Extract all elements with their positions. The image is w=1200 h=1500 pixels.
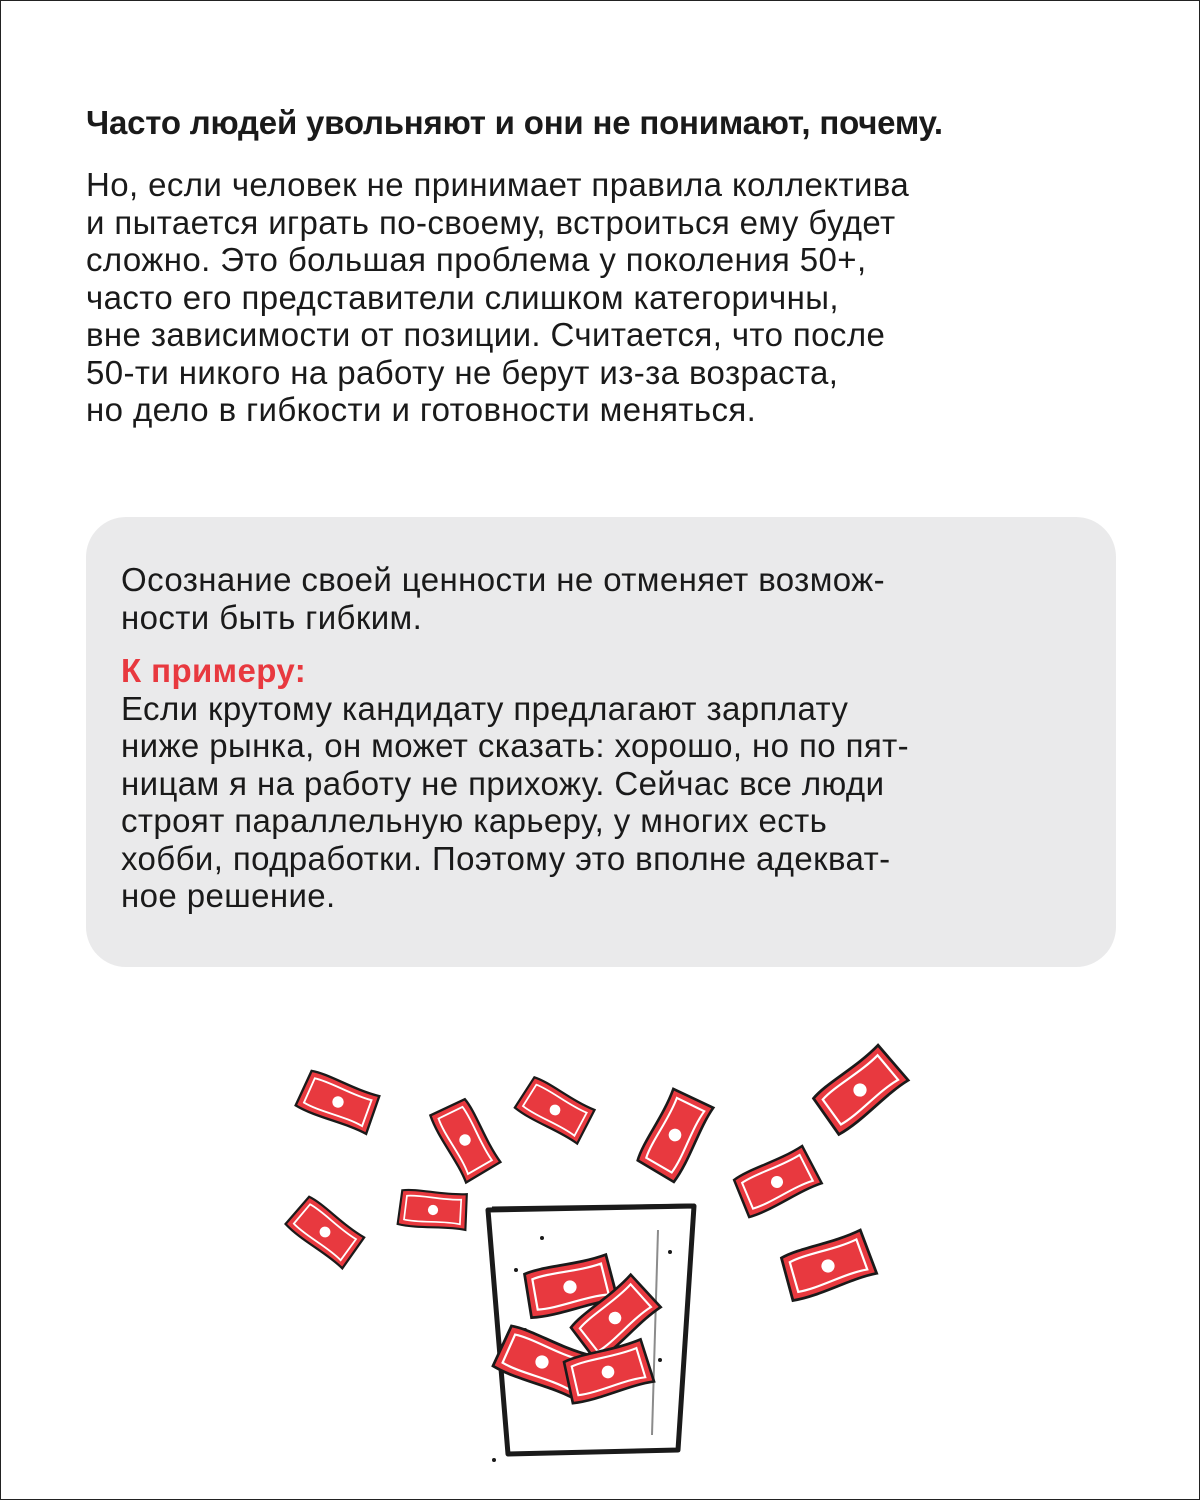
- card-lead-line: ности быть гибким.: [121, 598, 423, 636]
- banknotes-falling-into-glass-icon: [280, 1030, 920, 1480]
- intro-line: часто его представители слишком категоричны,: [86, 278, 839, 316]
- banknote-icon: [429, 1097, 501, 1183]
- banknote-icon: [295, 1068, 381, 1135]
- intro-paragraph: [86, 166, 1106, 429]
- example-line: хобби, подработки. Поэтому это вполне адекват-: [121, 839, 891, 877]
- banknote-icon: [731, 1145, 822, 1218]
- highlight-card-text: [121, 561, 1081, 915]
- banknote-icon: [285, 1194, 366, 1269]
- intro-line: 50-ти никого на работу не берут из-за возраста,: [86, 353, 839, 391]
- example-line: ницам я на работу не прихожу. Сейчас все люди: [121, 764, 885, 802]
- example-line: ное решение.: [121, 877, 336, 914]
- example-label: К примеру:: [121, 652, 307, 689]
- intro-line: и пытается играть по-своему, встроиться ему будет: [86, 203, 896, 241]
- banknote-icon: [635, 1087, 715, 1182]
- intro-line: вне зависимости от позиции. Считается, что после: [86, 316, 886, 353]
- example-line: ниже рынка, он может сказать: хорошо, но по пят-: [121, 727, 910, 764]
- intro-line: сложно. Это большая проблема у поколения 50+,: [86, 241, 867, 278]
- intro-line: но дело в гибкости и готовности меняться.: [86, 391, 757, 428]
- page-heading: Часто людей увольняют и они не понимают, почему.: [86, 104, 943, 141]
- banknote-icon: [810, 1044, 909, 1136]
- glass-icon: [488, 1205, 694, 1462]
- banknote-icon: [779, 1229, 877, 1301]
- intro-line: Но, если человек не принимает правила коллектива: [86, 166, 910, 203]
- banknote-icon: [398, 1188, 469, 1231]
- example-line: Если крутому кандидату предлагают зарплату: [121, 689, 849, 727]
- banknote-icon: [514, 1075, 596, 1145]
- card-lead-line: Осознание своей ценности не отменяет возмож-: [121, 561, 886, 598]
- example-line: строят параллельную карьеру, у многих есть: [121, 802, 828, 839]
